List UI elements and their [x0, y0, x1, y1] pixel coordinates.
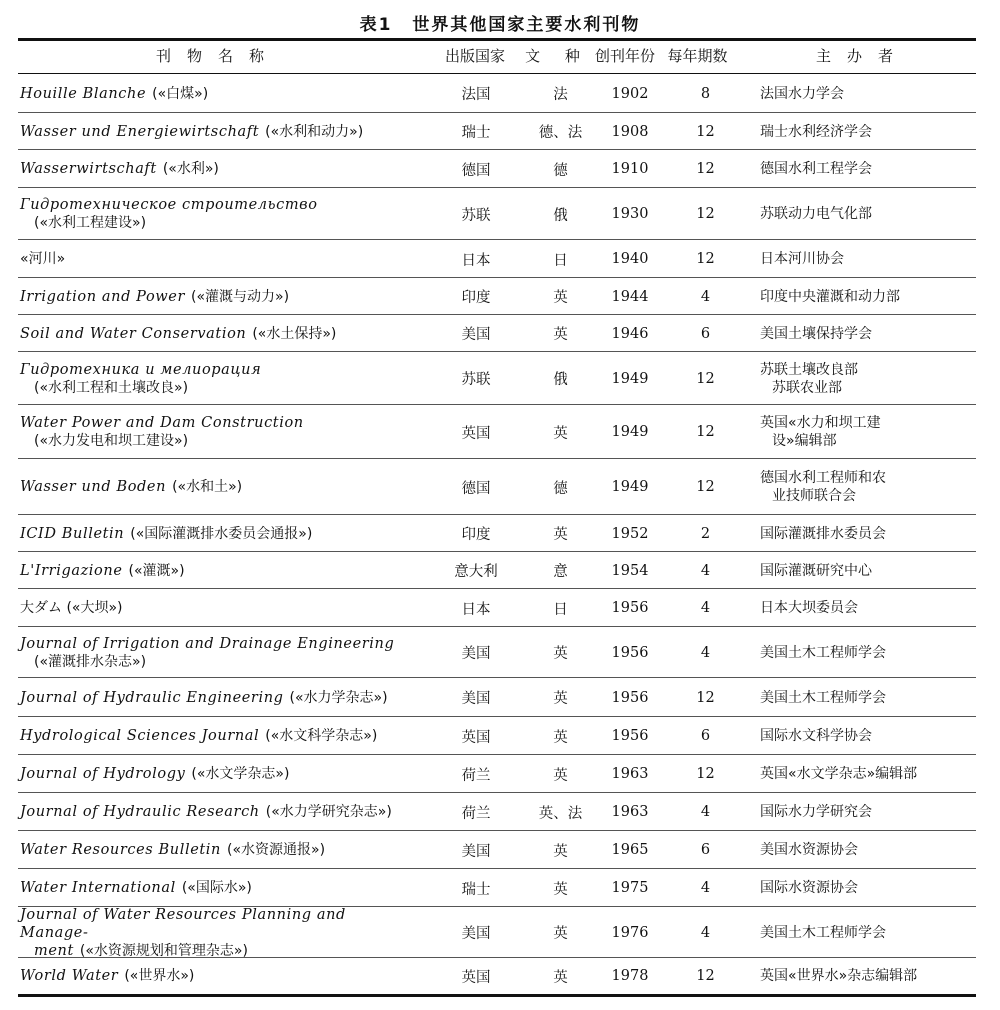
- language-cell: 英: [553, 767, 568, 784]
- issues-per-year-cell: 12: [696, 766, 715, 782]
- journal-name-chinese: («水和土»): [172, 479, 243, 495]
- issues-per-year-cell: 12: [696, 424, 715, 440]
- founded-year-cell: 1975: [611, 880, 649, 896]
- journal-name-original: Wasserwirtschaft: [20, 161, 157, 177]
- founded-year-cell: 1976: [611, 924, 649, 941]
- header-frequency: 每年期数: [667, 47, 728, 65]
- journal-name-chinese-cont: («水利工程和土壤改良»): [34, 379, 189, 396]
- journal-name-chinese: («水力学杂志»): [289, 689, 388, 706]
- journal-name-original: Hydrological Sciences Journal: [20, 728, 260, 744]
- sponsor-cell: [760, 240, 976, 278]
- journal-name-cell: [20, 188, 425, 240]
- journal-name-cell: [20, 352, 425, 405]
- journal-name-cell: [20, 240, 425, 278]
- issues-per-year-cell: 6: [700, 728, 711, 744]
- sponsor-text: 美国土木工程师学会: [760, 689, 886, 706]
- sponsor-cell: [760, 188, 976, 240]
- issues-per-year-cell: 2: [700, 525, 711, 542]
- issues-per-year-cell: 4: [700, 600, 711, 616]
- table-row: [18, 315, 976, 352]
- journal-name-cell: [20, 793, 425, 831]
- country-cell: 英国: [461, 729, 491, 746]
- table-row: [18, 552, 976, 589]
- journal-name-cell: [20, 717, 425, 755]
- sponsor-cell: [760, 278, 976, 315]
- country-cell: 英国: [461, 969, 491, 986]
- issues-per-year-cell: 4: [700, 880, 711, 896]
- journal-name-chinese: («国际水»): [181, 880, 252, 896]
- language-cell: 法: [553, 87, 568, 103]
- issues-per-year-cell: 12: [696, 251, 715, 267]
- header-language: 文 种: [525, 47, 590, 65]
- language-cell: 英: [553, 881, 568, 898]
- language-cell: 英: [553, 327, 568, 343]
- sponsor-cell: [760, 352, 976, 405]
- sponsor-text: 国际水力学研究会: [760, 804, 872, 820]
- journal-name-chinese-cont: («水资源规划和管理杂志»): [79, 942, 248, 959]
- table-row: [18, 515, 976, 552]
- table-row: [18, 907, 976, 958]
- sponsor-text: 美国土木工程师学会: [760, 924, 886, 941]
- founded-year-cell: 1944: [611, 288, 649, 305]
- table-title-text: 世界其他国家主要水利刊物: [412, 15, 641, 35]
- journal-name-original: Irrigation and Power: [20, 288, 185, 305]
- journal-name-cell: [20, 627, 425, 678]
- issues-per-year-cell: 12: [696, 370, 715, 387]
- journal-name-original: Wasser und Boden: [20, 479, 167, 495]
- country-cell: 意大利: [454, 564, 498, 580]
- sponsor-cell: [760, 755, 976, 793]
- country-cell: 德国: [461, 480, 491, 497]
- country-cell: 印度: [461, 527, 491, 543]
- table-row: [18, 278, 976, 315]
- table-row: [18, 831, 976, 869]
- sponsor-text: 印度中央灌溉和动力部: [760, 288, 900, 305]
- journal-name-original: Journal of Hydraulic Engineering: [20, 689, 284, 706]
- journal-name-cell: [20, 589, 425, 627]
- table-row: [18, 74, 976, 113]
- founded-year-cell: 1949: [611, 370, 649, 387]
- journal-name-chinese: («水资源通报»): [226, 842, 326, 858]
- country-cell: 英国: [461, 425, 491, 442]
- issues-per-year-cell: 6: [700, 842, 711, 858]
- country-cell: 瑞士: [461, 881, 491, 898]
- founded-year-cell: 1949: [611, 424, 649, 440]
- table-row: [18, 405, 976, 459]
- sponsor-text: 瑞士水利经济学会: [760, 123, 872, 140]
- table-row: [18, 869, 976, 907]
- founded-year-cell: 1965: [611, 842, 649, 858]
- bottom-rule: [18, 994, 976, 997]
- founded-year-cell: 1949: [611, 479, 649, 495]
- sponsor-text-cont: 设»编辑部: [772, 433, 837, 449]
- sponsor-cell: [760, 74, 976, 113]
- journal-name-chinese: «河川»: [20, 251, 66, 267]
- journal-name-chinese: («灌溉与动力»): [191, 288, 290, 305]
- sponsor-text: 苏联动力电气化部: [760, 206, 872, 222]
- sponsor-text: 法国水力学会: [760, 85, 844, 102]
- issues-per-year-cell: 6: [700, 325, 711, 342]
- table-row: [18, 717, 976, 755]
- founded-year-cell: 1963: [611, 766, 649, 782]
- founded-year-cell: 1930: [611, 206, 649, 222]
- language-cell: 英: [553, 691, 568, 707]
- journal-name-cell: [20, 278, 425, 315]
- country-cell: 荷兰: [461, 767, 491, 784]
- sponsor-cell: [760, 958, 976, 994]
- sponsor-text: 美国土壤保持学会: [760, 325, 872, 342]
- journal-name-original: Water Power and Dam Construction: [20, 415, 304, 431]
- language-cell: 英: [553, 729, 568, 746]
- sponsor-cell: [760, 793, 976, 831]
- language-cell: 德: [553, 162, 568, 179]
- issues-per-year-cell: 12: [696, 479, 715, 495]
- table-row: [18, 589, 976, 627]
- journal-name-original: Water International: [20, 880, 176, 896]
- journal-name-chinese: («灌溉»): [128, 562, 185, 579]
- issues-per-year-cell: 4: [700, 288, 711, 305]
- header-country: 出版国家: [444, 47, 505, 65]
- sponsor-cell: [760, 831, 976, 869]
- header-name: 刊物名称: [155, 47, 280, 65]
- journal-name-original: Journal of Water Resources Planning and Manage-: [20, 906, 346, 941]
- language-cell: 日: [553, 601, 568, 618]
- issues-per-year-cell: 8: [700, 85, 711, 102]
- language-cell: 俄: [553, 207, 568, 224]
- table-title: [0, 10, 1000, 35]
- country-cell: 苏联: [461, 372, 491, 388]
- journal-name-chinese-cont: («灌溉排水杂志»): [34, 653, 147, 670]
- language-cell: 英: [553, 646, 568, 662]
- sponsor-text: 英国«水文学杂志»编辑部: [760, 766, 918, 782]
- journal-name-original: Гидротехническое строительство: [20, 197, 318, 213]
- sponsor-cell: [760, 150, 976, 188]
- founded-year-cell: 1956: [611, 689, 649, 706]
- sponsor-cell: [760, 717, 976, 755]
- sponsor-cell: [760, 589, 976, 627]
- table-row: [18, 188, 976, 240]
- sponsor-cell: [760, 459, 976, 515]
- sponsor-text: 日本河川协会: [760, 251, 844, 267]
- journal-name-chinese: («水利»): [162, 161, 219, 177]
- journal-name-chinese: («世界水»): [124, 968, 195, 984]
- journal-name-cell: [20, 678, 425, 717]
- journal-name-chinese-cont: («水利工程建设»): [34, 215, 147, 231]
- country-cell: 日本: [461, 252, 491, 269]
- table-row: [18, 678, 976, 717]
- country-cell: 荷兰: [461, 805, 491, 822]
- journal-name-original: Wasser und Energiewirtschaft: [20, 123, 260, 140]
- table-row: [18, 150, 976, 188]
- table-row: [18, 958, 976, 994]
- country-cell: 美国: [461, 691, 491, 707]
- language-cell: 日: [553, 252, 568, 269]
- sponsor-cell: [760, 515, 976, 552]
- language-cell: 俄: [553, 372, 568, 388]
- founded-year-cell: 1902: [611, 85, 649, 102]
- sponsor-text-cont: 苏联农业部: [772, 379, 842, 396]
- journal-name-cell: [20, 958, 425, 994]
- journal-name-cell: [20, 150, 425, 188]
- sponsor-cell: [760, 627, 976, 678]
- sponsor-text-cont: 业技师联合会: [772, 488, 856, 504]
- language-cell: 英: [553, 425, 568, 442]
- table-row: [18, 352, 976, 405]
- journal-name-original: World Water: [20, 968, 119, 984]
- sponsor-text: 德国水利工程学会: [760, 161, 872, 177]
- sponsor-cell: [760, 315, 976, 352]
- sponsor-cell: [760, 405, 976, 459]
- sponsor-cell: [760, 678, 976, 717]
- journal-name-chinese: («水文科学杂志»): [265, 728, 378, 744]
- language-cell: 德、法: [538, 125, 583, 141]
- language-cell: 英: [553, 843, 568, 860]
- journal-name-cell: [20, 459, 425, 515]
- journal-name-cell: [20, 907, 425, 958]
- country-cell: 美国: [461, 926, 491, 942]
- journal-name-original: Houille Blanche: [20, 85, 147, 102]
- language-cell: 英: [553, 969, 568, 986]
- language-cell: 德: [553, 480, 568, 497]
- issues-per-year-cell: 12: [696, 161, 715, 177]
- founded-year-cell: 1952: [611, 525, 649, 542]
- table-row: [18, 113, 976, 150]
- country-cell: 美国: [461, 843, 491, 860]
- journal-name-cell: [20, 755, 425, 793]
- issues-per-year-cell: 4: [700, 804, 711, 820]
- journal-name-cell: [20, 74, 425, 113]
- sponsor-cell: [760, 552, 976, 589]
- journal-name-original: Гидротехника и мелиорация: [20, 361, 262, 378]
- top-rule: [18, 38, 976, 41]
- journal-name-chinese: («白煤»): [152, 85, 209, 102]
- founded-year-cell: 1956: [611, 644, 649, 661]
- sponsor-text: 美国土木工程师学会: [760, 644, 886, 661]
- sponsor-text: 德国水利工程师和农: [760, 470, 886, 486]
- journal-name-chinese: («国际灌溉排水委员会通报»): [130, 525, 313, 542]
- issues-per-year-cell: 4: [700, 562, 711, 579]
- founded-year-cell: 1956: [611, 600, 649, 616]
- journal-name-cell: [20, 515, 425, 552]
- sponsor-cell: [760, 113, 976, 150]
- journal-name-cell: [20, 869, 425, 907]
- language-cell: 英: [553, 926, 568, 942]
- journal-name-original: ICID Bulletin: [20, 525, 125, 542]
- founded-year-cell: 1963: [611, 804, 649, 820]
- sponsor-text: 国际水资源协会: [760, 880, 858, 896]
- language-cell: 英: [553, 527, 568, 543]
- journal-name-cell: [20, 113, 425, 150]
- journal-name-original: Journal of Hydraulic Research: [20, 804, 260, 820]
- country-cell: 日本: [461, 601, 491, 618]
- journal-name-original: Water Resources Bulletin: [20, 842, 221, 858]
- journal-name-cell: [20, 831, 425, 869]
- founded-year-cell: 1910: [611, 161, 649, 177]
- country-cell: 美国: [461, 327, 491, 343]
- journal-name-chinese: («水土保持»): [252, 325, 337, 342]
- table-row: [18, 793, 976, 831]
- sponsor-text: 国际灌溉研究中心: [760, 562, 872, 579]
- founded-year-cell: 1978: [611, 968, 649, 984]
- founded-year-cell: 1954: [611, 562, 649, 579]
- sponsor-cell: [760, 869, 976, 907]
- sponsor-text: 国际灌溉排水委员会: [760, 525, 886, 542]
- journal-name-chinese: («水文学杂志»): [191, 766, 290, 782]
- sponsor-text: 国际水文科学协会: [760, 728, 872, 744]
- journal-name-chinese-cont: («水力发电和坝工建设»): [34, 433, 189, 449]
- country-cell: 瑞士: [461, 125, 491, 141]
- journal-name-original: L'Irrigazione: [20, 562, 123, 579]
- founded-year-cell: 1956: [611, 728, 649, 744]
- journal-name-original: Journal of Hydrology: [20, 766, 186, 782]
- journal-name-chinese: («水力学研究杂志»): [265, 804, 392, 820]
- country-cell: 苏联: [461, 207, 491, 224]
- language-cell: 英: [553, 290, 568, 306]
- issues-per-year-cell: 12: [696, 123, 715, 140]
- journal-name-original: Journal of Irrigation and Drainage Engineering: [20, 635, 395, 652]
- language-cell: 英、法: [538, 805, 583, 822]
- founded-year-cell: 1940: [611, 251, 649, 267]
- founded-year-cell: 1946: [611, 325, 649, 342]
- journal-name-chinese: 大ダム («大坝»): [20, 600, 123, 616]
- header-year: 创刊年份: [594, 47, 655, 65]
- sponsor-cell: [760, 907, 976, 958]
- journal-name-cell: [20, 315, 425, 352]
- sponsor-text: 美国水资源协会: [760, 842, 858, 858]
- table-row: [18, 459, 976, 515]
- header-sponsor: 主办者: [815, 47, 909, 65]
- issues-per-year-cell: 4: [700, 644, 711, 661]
- country-cell: 印度: [461, 290, 491, 306]
- table-row: [18, 755, 976, 793]
- journal-name-chinese: («水利和动力»): [265, 123, 364, 140]
- country-cell: 德国: [461, 162, 491, 179]
- country-cell: 美国: [461, 646, 491, 662]
- issues-per-year-cell: 4: [700, 924, 711, 941]
- founded-year-cell: 1908: [611, 123, 649, 140]
- sponsor-text: 苏联土壤改良部: [760, 361, 858, 378]
- journal-name-cell: [20, 552, 425, 589]
- sponsor-text: 英国«世界水»杂志编辑部: [760, 968, 918, 984]
- issues-per-year-cell: 12: [696, 689, 715, 706]
- issues-per-year-cell: 12: [696, 206, 715, 222]
- language-cell: 意: [553, 564, 568, 580]
- table-number: 表1: [359, 15, 393, 35]
- table-row: [18, 627, 976, 678]
- table-row: [18, 240, 976, 278]
- sponsor-text: 日本大坝委员会: [760, 600, 858, 616]
- journal-name-original: Soil and Water Conservation: [20, 325, 247, 342]
- issues-per-year-cell: 12: [696, 968, 715, 984]
- country-cell: 法国: [461, 87, 491, 103]
- journal-name-original-cont: ment: [34, 942, 74, 959]
- journal-name-cell: [20, 405, 425, 459]
- sponsor-text: 英国«水力和坝工建: [760, 415, 881, 431]
